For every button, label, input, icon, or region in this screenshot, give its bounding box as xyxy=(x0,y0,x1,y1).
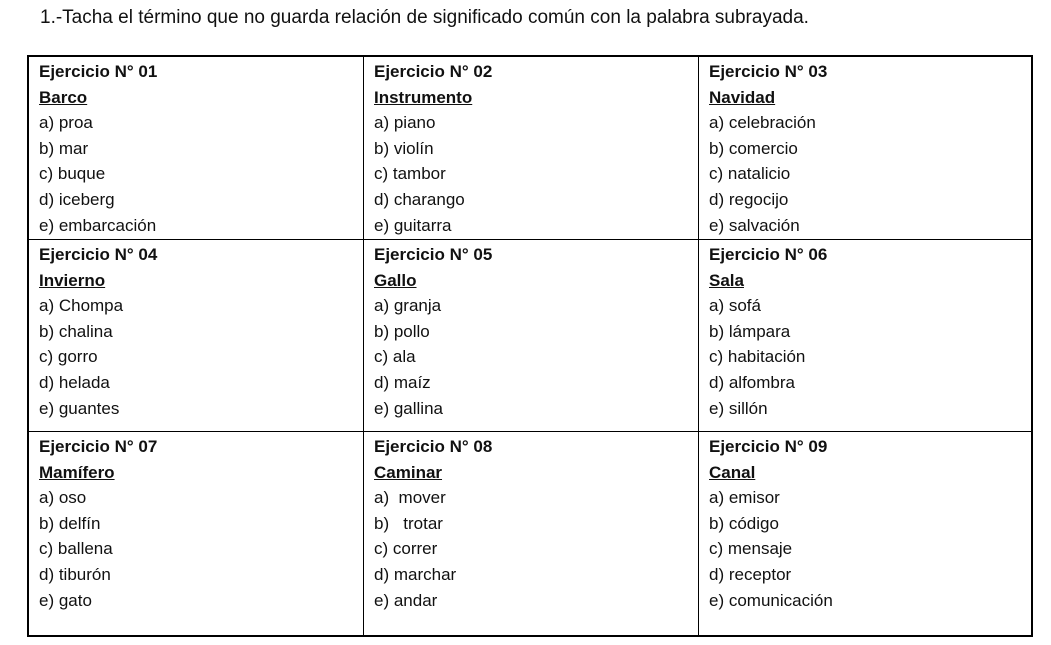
exercise-keyword: Instrumento xyxy=(374,87,473,107)
exercise-keyword: Mamífero xyxy=(39,462,115,482)
option-b: b) trotar xyxy=(374,513,443,533)
option-b: b) pollo xyxy=(374,321,430,341)
option-d: d) receptor xyxy=(709,564,792,584)
option-c: c) tambor xyxy=(374,164,446,184)
exercise-cell-08 xyxy=(364,432,699,635)
exercise-table xyxy=(27,55,1033,637)
option-b: b) código xyxy=(709,513,779,533)
option-a: a) sofá xyxy=(709,296,761,316)
exercise-cell-01 xyxy=(29,57,364,240)
option-b: b) violín xyxy=(374,138,434,158)
exercise-keyword: Barco xyxy=(39,87,88,107)
option-d: d) regocijo xyxy=(709,189,789,209)
option-d: d) alfombra xyxy=(709,372,795,392)
exercise-title: Ejercicio N° 02 xyxy=(374,62,493,81)
option-a: a) proa xyxy=(39,113,93,133)
option-d: d) maíz xyxy=(374,372,431,392)
option-a: a) emisor xyxy=(709,488,780,508)
option-d: d) helada xyxy=(39,372,110,392)
option-a: a) oso xyxy=(39,488,87,508)
exercise-keyword: Sala xyxy=(709,270,744,290)
option-c: c) buque xyxy=(39,164,106,184)
exercise-cell-05 xyxy=(364,240,699,432)
option-b: b) chalina xyxy=(39,321,113,341)
option-d: d) marchar xyxy=(374,564,457,584)
option-a: a) piano xyxy=(374,113,436,133)
option-a: a) celebración xyxy=(709,113,816,133)
option-c: c) correr xyxy=(374,539,438,559)
exercise-cell-09 xyxy=(699,432,1031,635)
option-a: a) granja xyxy=(374,296,442,316)
exercise-title: Ejercicio N° 01 xyxy=(39,62,158,81)
option-a: a) Chompa xyxy=(39,296,124,316)
option-c: c) ballena xyxy=(39,539,113,559)
exercise-title: Ejercicio N° 07 xyxy=(39,437,158,456)
option-b: b) delfín xyxy=(39,513,101,533)
exercise-title: Ejercicio N° 09 xyxy=(709,437,828,456)
option-e: e) gato xyxy=(39,590,92,610)
option-e: e) embarcación xyxy=(39,215,157,235)
exercise-cell-06 xyxy=(699,240,1031,432)
exercise-keyword: Canal xyxy=(709,462,756,482)
exercise-keyword: Caminar xyxy=(374,462,443,482)
exercise-title: Ejercicio N° 06 xyxy=(709,245,828,264)
option-b: b) mar xyxy=(39,138,89,158)
option-e: e) salvación xyxy=(709,215,800,235)
option-e: e) sillón xyxy=(709,398,768,418)
exercise-title: Ejercicio N° 05 xyxy=(374,245,493,264)
option-d: d) tiburón xyxy=(39,564,111,584)
option-b: b) lámpara xyxy=(709,321,791,341)
exercise-title: Ejercicio N° 08 xyxy=(374,437,493,456)
exercise-cell-07 xyxy=(29,432,364,635)
exercise-cell-04 xyxy=(29,240,364,432)
exercise-cell-03 xyxy=(699,57,1031,240)
exercise-keyword: Navidad xyxy=(709,87,776,107)
exercise-keyword: Gallo xyxy=(374,270,417,290)
option-e: e) guantes xyxy=(39,398,120,418)
option-b: b) comercio xyxy=(709,138,798,158)
option-e: e) andar xyxy=(374,590,438,610)
exercise-keyword: Invierno xyxy=(39,270,106,290)
option-c: c) mensaje xyxy=(709,539,793,559)
option-e: e) comunicación xyxy=(709,590,833,610)
option-c: c) natalicio xyxy=(709,164,791,184)
option-d: d) iceberg xyxy=(39,189,115,209)
option-d: d) charango xyxy=(374,189,465,209)
exercise-title: Ejercicio N° 03 xyxy=(709,62,828,81)
option-e: e) gallina xyxy=(374,398,443,418)
instruction-text: 1.-Tacha el término que no guarda relación de significado común con la palabra subrayada. xyxy=(40,7,809,28)
option-e: e) guitarra xyxy=(374,215,452,235)
option-c: c) ala xyxy=(374,347,416,367)
exercise-title: Ejercicio N° 04 xyxy=(39,245,158,264)
option-a: a) mover xyxy=(374,488,446,508)
exercise-cell-02 xyxy=(364,57,699,240)
option-c: c) gorro xyxy=(39,347,98,367)
option-c: c) habitación xyxy=(709,347,806,367)
